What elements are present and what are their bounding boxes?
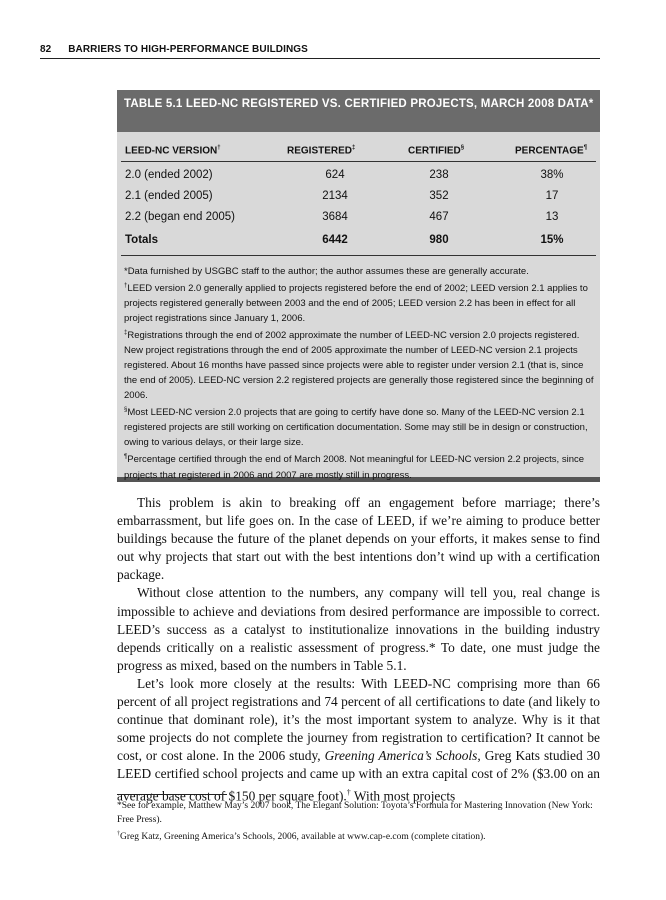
table-note: §Most LEED-NC version 2.0 projects that are going to certify have done so. Many of the LEED-NC version 2.1 registered projects are still working on certification documentation. Some may still be in design or construction, owing to various delays, or their large size.: [124, 407, 588, 449]
footnote-rule: [117, 794, 227, 795]
footnote: *See for example, Matthew May’s 2007 book, The Elegant Solution: Toyota’s Formula for Mastering Innovation (New York: Free Press).: [117, 801, 593, 825]
running-head: [40, 44, 600, 59]
col-header-version: LEED-NC VERSION†: [125, 145, 221, 157]
col-header-registered: REGISTERED‡: [287, 145, 356, 157]
totals-rule: [121, 255, 596, 256]
page-number: 82: [40, 44, 52, 55]
col-header-percentage: PERCENTAGE¶: [515, 145, 588, 157]
body-text: [117, 494, 600, 805]
footnotes: [117, 799, 600, 844]
book-title: Greening America’s Schools: [324, 748, 478, 764]
footnote: †Greg Katz, Greening America’s Schools, 2006, available at www.cap-e.com (complete citation).: [117, 831, 486, 843]
table-note: ¶Percentage certified through the end of March 2008. Not meaningful for LEED-NC version 2.2 projects, since projects that registered in 2006 and 2007 are mostly still in progress.: [124, 454, 585, 481]
table-notes: [124, 264, 596, 483]
paragraph: This problem is akin to breaking off an engagement before marriage; there’s embarrassment, but life goes on. In the case of LEED, if we’re aiming to produce better buildings because the future of the planet depends on your efforts, it makes sense to find out why projects that start out with the best intentions don’t wind up with a certification package.: [117, 495, 600, 583]
table-5-1: [117, 90, 600, 482]
col-header-certified: CERTIFIED§: [408, 145, 465, 157]
chapter-title: BARRIERS TO HIGH-PERFORMANCE BUILDINGS: [68, 44, 308, 55]
header-rule: [121, 161, 596, 162]
table-note: ‡Registrations through the end of 2002 approximate the number of LEED-NC version 2.0 projects registered. New project registrations through the end of 2005 approximate the number of LEED-NC version 2.1 projects registered. About 16 months have passed since projects were able to register under version 2.1 (that is, since the end of 2005). LEED-NC version 2.2 registered projects are generally those registered since the beginning of 2006.: [124, 330, 594, 402]
table-title: TABLE 5.1 LEED-NC REGISTERED VS. CERTIFIED PROJECTS, MARCH 2008 DATA*: [124, 98, 594, 110]
table-title-bar: [117, 90, 600, 132]
table-row: 2.0 (ended 2002) 624 238 38%: [125, 169, 564, 181]
table-row: 2.2 (began end 2005) 3684 467 13: [125, 211, 559, 223]
table-totals-row: Totals 6442 980 15%: [125, 234, 564, 246]
table-note: †LEED version 2.0 generally applied to projects registered before the end of 2002; LEED version 2.1 applies to projects registered generally between 2003 and the end of 2005; LEED version 2.2 has been in effect for all project registrations since January 1, 2006.: [124, 283, 588, 325]
paragraph: Without close attention to the numbers, any company will tell you, real change is impossible to achieve and deviations from desired performance are impossible to correct. LEED’s success as a catalyst to institutionalize innovations in the building industry depends critically on a realistic assessment of progress.* To date, one must judge the progress as mixed, based on the numbers in Table 5.1.: [117, 585, 600, 673]
table-row: 2.1 (ended 2005) 2134 352 17: [125, 190, 559, 202]
table-note: *Data furnished by USGBC staff to the author; the author assumes these are generally accurate.: [124, 266, 529, 277]
paragraph: Let’s look more closely at the results: With LEED-NC comprising more than 66 percent of all project registrations and 74 percent of all certifications to date (and likely to continue that dominant role), it’s the most important system to analyze. Why is it that some projects do not complete the journey from registration to certification? It cannot be cost, or cost alone. In the 2006 study, Greening America’s Schools, Greg Kats studied 30 LEED certified school projects and came up with an extra capital cost of 2% ($3.00 on an average base cost of $150 per square foot).† With most projects: [117, 675, 601, 803]
